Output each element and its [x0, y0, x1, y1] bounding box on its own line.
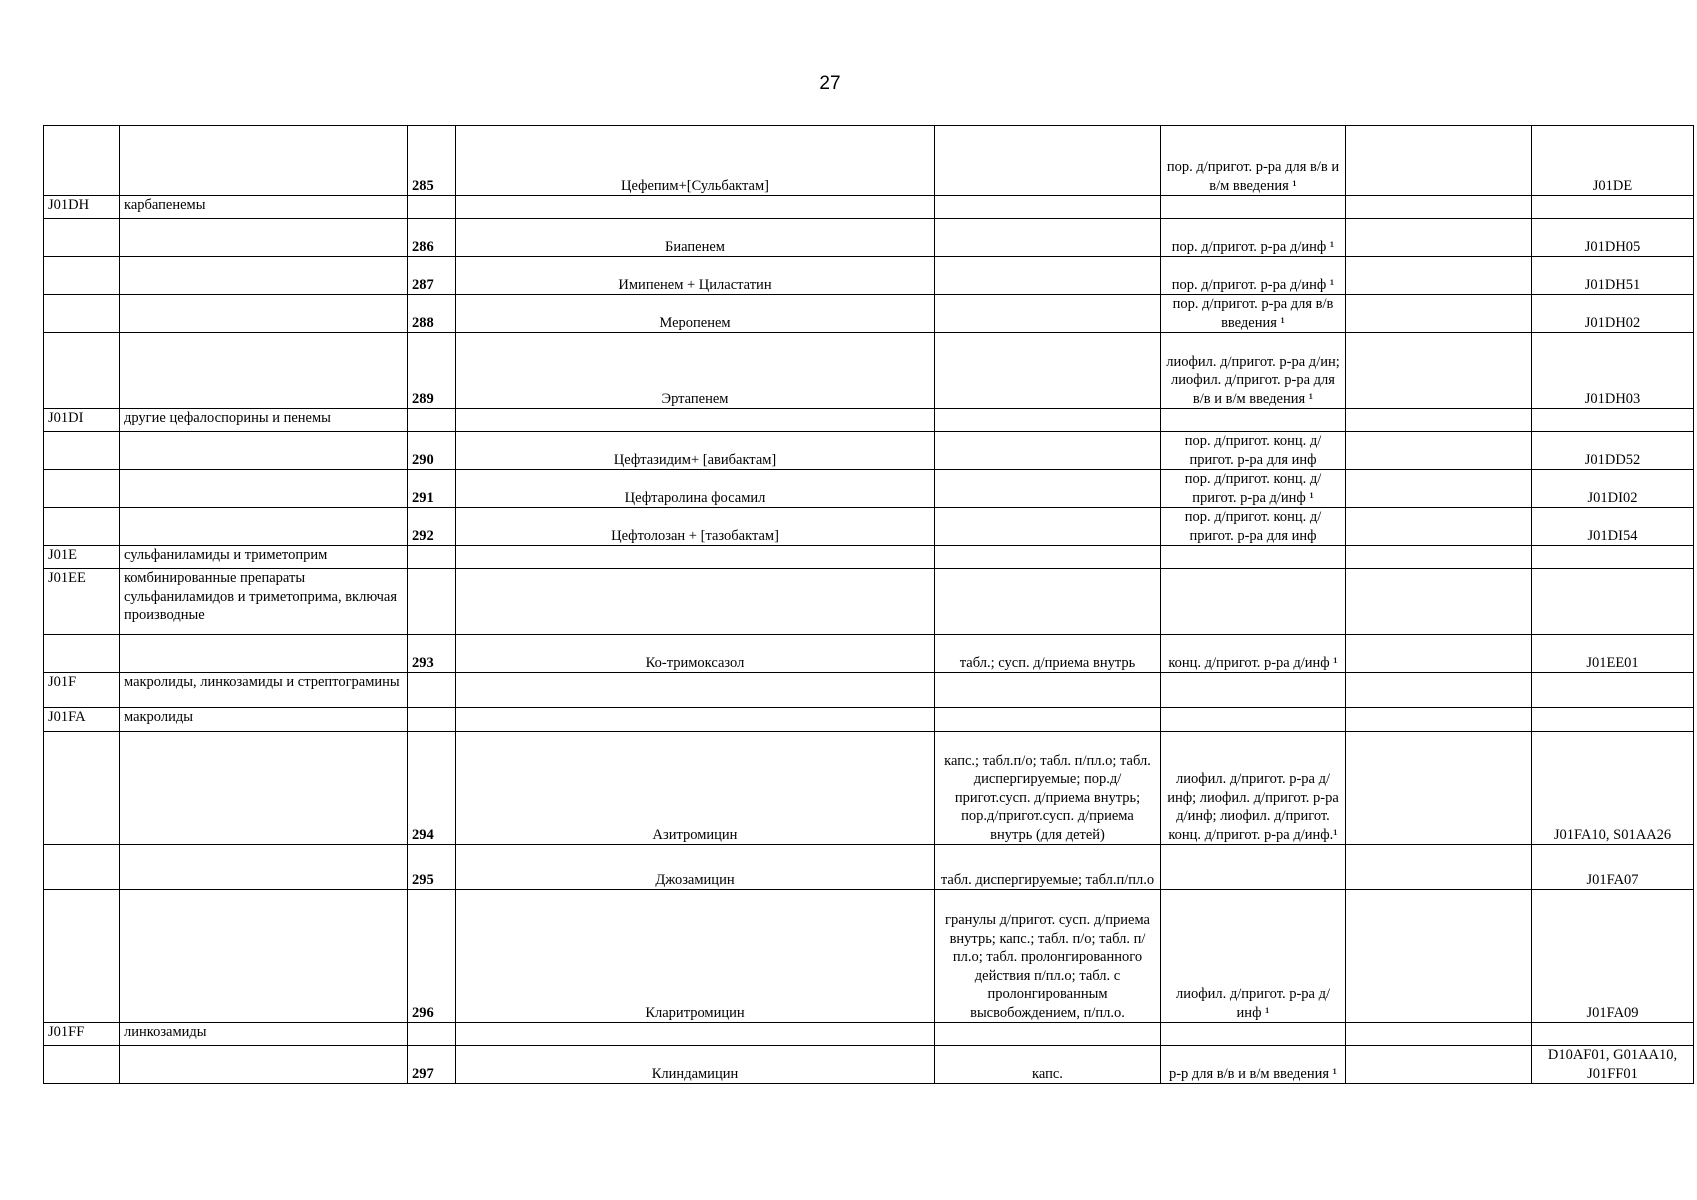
- drug-row: [44, 126, 1694, 196]
- atc-code-cell: [44, 890, 120, 1023]
- group-name-cell: [120, 126, 408, 196]
- drug-row: [44, 295, 1694, 333]
- atc-codes-cell: J01DD52: [1532, 432, 1694, 470]
- extra-cell: [1346, 1023, 1532, 1046]
- extra-cell: [1346, 732, 1532, 845]
- oral-form-cell: [935, 126, 1161, 196]
- atc-code-cell: [44, 508, 120, 546]
- item-number-cell: 297: [408, 1046, 456, 1084]
- oral-form-cell: [935, 708, 1161, 732]
- item-number-cell: 290: [408, 432, 456, 470]
- group-name-cell: [120, 845, 408, 890]
- item-number-cell: 293: [408, 635, 456, 673]
- drug-row: [44, 432, 1694, 470]
- injection-form-cell: пор. д/пригот. конц. д/пригот. р-ра для инф: [1161, 508, 1346, 546]
- extra-cell: [1346, 635, 1532, 673]
- atc-codes-cell: [1532, 673, 1694, 708]
- oral-form-cell: табл. диспергируемые; табл.п/пл.о: [935, 845, 1161, 890]
- atc-code-cell: [44, 470, 120, 508]
- item-number-cell: [408, 409, 456, 432]
- group-row: [44, 409, 1694, 432]
- group-name-cell: [120, 219, 408, 257]
- drug-name-cell: Ко-тримоксазол: [456, 635, 935, 673]
- atc-codes-cell: J01DH05: [1532, 219, 1694, 257]
- oral-form-cell: капс.; табл.п/о; табл. п/пл.о; табл. диспергируемые; пор.д/пригот.сусп. д/приема внутрь; пор.д/пригот.сусп. д/приема внутрь (для детей): [935, 732, 1161, 845]
- item-number-cell: [408, 546, 456, 569]
- item-number-cell: 289: [408, 333, 456, 409]
- drug-name-cell: [456, 546, 935, 569]
- group-name-cell: макролиды: [120, 708, 408, 732]
- atc-codes-cell: [1532, 708, 1694, 732]
- extra-cell: [1346, 1046, 1532, 1084]
- drug-name-cell: Меропенем: [456, 295, 935, 333]
- drug-name-cell: Джозамицин: [456, 845, 935, 890]
- group-name-cell: [120, 295, 408, 333]
- group-row: [44, 708, 1694, 732]
- injection-form-cell: [1161, 673, 1346, 708]
- injection-form-cell: [1161, 845, 1346, 890]
- group-name-cell: [120, 257, 408, 295]
- injection-form-cell: лиофил. д/пригот. р-ра д/инф; лиофил. д/пригот. р-ра д/инф; лиофил. д/пригот. конц. д/пригот. р-ра д/инф.¹: [1161, 732, 1346, 845]
- atc-codes-cell: J01FA09: [1532, 890, 1694, 1023]
- injection-form-cell: пор. д/пригот. конц. д/пригот. р-ра д/инф ¹: [1161, 470, 1346, 508]
- group-name-cell: карбапенемы: [120, 196, 408, 219]
- drug-row: [44, 333, 1694, 409]
- injection-form-cell: пор. д/пригот. р-ра д/инф ¹: [1161, 219, 1346, 257]
- drug-name-cell: Эртапенем: [456, 333, 935, 409]
- drug-name-cell: [456, 409, 935, 432]
- group-name-cell: [120, 508, 408, 546]
- oral-form-cell: [935, 1023, 1161, 1046]
- drug-name-cell: [456, 708, 935, 732]
- atc-code-cell: J01FA: [44, 708, 120, 732]
- atc-codes-cell: J01DH02: [1532, 295, 1694, 333]
- item-number-cell: 295: [408, 845, 456, 890]
- item-number-cell: [408, 673, 456, 708]
- atc-codes-cell: [1532, 1023, 1694, 1046]
- atc-code-cell: J01EE: [44, 569, 120, 635]
- drug-name-cell: Цефепим+[Сульбактам]: [456, 126, 935, 196]
- extra-cell: [1346, 432, 1532, 470]
- item-number-cell: [408, 1023, 456, 1046]
- oral-form-cell: гранулы д/пригот. сусп. д/приема внутрь; капс.; табл. п/о; табл. п/пл.о; табл. пролонгированного действия п/пл.о; табл. с пролонгированным высвобождением, п/пл.о.: [935, 890, 1161, 1023]
- group-name-cell: [120, 470, 408, 508]
- extra-cell: [1346, 126, 1532, 196]
- drug-row: [44, 257, 1694, 295]
- extra-cell: [1346, 409, 1532, 432]
- atc-codes-cell: [1532, 546, 1694, 569]
- extra-cell: [1346, 546, 1532, 569]
- drug-name-cell: [456, 673, 935, 708]
- atc-code-cell: J01FF: [44, 1023, 120, 1046]
- atc-code-cell: [44, 732, 120, 845]
- item-number-cell: 296: [408, 890, 456, 1023]
- atc-codes-cell: J01FA07: [1532, 845, 1694, 890]
- item-number-cell: [408, 196, 456, 219]
- injection-form-cell: лиофил. д/пригот. р-ра д/инф ¹: [1161, 890, 1346, 1023]
- item-number-cell: 294: [408, 732, 456, 845]
- extra-cell: [1346, 257, 1532, 295]
- drug-row: [44, 635, 1694, 673]
- atc-code-cell: [44, 295, 120, 333]
- oral-form-cell: [935, 409, 1161, 432]
- item-number-cell: 288: [408, 295, 456, 333]
- oral-form-cell: [935, 333, 1161, 409]
- drug-row: [44, 732, 1694, 845]
- group-name-cell: [120, 333, 408, 409]
- atc-code-cell: [44, 333, 120, 409]
- injection-form-cell: лиофил. д/пригот. р-ра д/ин; лиофил. д/пригот. р-ра для в/в и в/м введения ¹: [1161, 333, 1346, 409]
- oral-form-cell: [935, 546, 1161, 569]
- group-row: [44, 546, 1694, 569]
- group-name-cell: линкозамиды: [120, 1023, 408, 1046]
- extra-cell: [1346, 295, 1532, 333]
- group-name-cell: [120, 890, 408, 1023]
- extra-cell: [1346, 845, 1532, 890]
- extra-cell: [1346, 219, 1532, 257]
- drug-row: [44, 845, 1694, 890]
- extra-cell: [1346, 569, 1532, 635]
- atc-codes-cell: D10AF01, G01AA10, J01FF01: [1532, 1046, 1694, 1084]
- oral-form-cell: [935, 673, 1161, 708]
- drug-name-cell: Цефтаролина фосамил: [456, 470, 935, 508]
- atc-code-cell: [44, 1046, 120, 1084]
- injection-form-cell: [1161, 708, 1346, 732]
- injection-form-cell: пор. д/пригот. р-ра для в/в и в/м введения ¹: [1161, 126, 1346, 196]
- drug-row: [44, 1046, 1694, 1084]
- drug-row: [44, 470, 1694, 508]
- extra-cell: [1346, 508, 1532, 546]
- extra-cell: [1346, 673, 1532, 708]
- injection-form-cell: [1161, 196, 1346, 219]
- atc-codes-cell: [1532, 569, 1694, 635]
- atc-code-cell: J01DH: [44, 196, 120, 219]
- injection-form-cell: пор. д/пригот. р-ра д/инф ¹: [1161, 257, 1346, 295]
- oral-form-cell: капс.: [935, 1046, 1161, 1084]
- group-name-cell: макролиды, линкозамиды и стрептограмины: [120, 673, 408, 708]
- injection-form-cell: [1161, 546, 1346, 569]
- oral-form-cell: [935, 508, 1161, 546]
- injection-form-cell: р-р для в/в и в/м введения ¹: [1161, 1046, 1346, 1084]
- item-number-cell: 291: [408, 470, 456, 508]
- injection-form-cell: [1161, 1023, 1346, 1046]
- injection-form-cell: [1161, 569, 1346, 635]
- atc-codes-cell: J01DI54: [1532, 508, 1694, 546]
- oral-form-cell: [935, 257, 1161, 295]
- atc-codes-cell: J01EE01: [1532, 635, 1694, 673]
- injection-form-cell: [1161, 409, 1346, 432]
- extra-cell: [1346, 890, 1532, 1023]
- drug-name-cell: Кларитромицин: [456, 890, 935, 1023]
- drug-row: [44, 219, 1694, 257]
- atc-code-cell: [44, 257, 120, 295]
- drug-name-cell: [456, 569, 935, 635]
- atc-code-cell: J01E: [44, 546, 120, 569]
- group-row: [44, 196, 1694, 219]
- atc-codes-cell: [1532, 409, 1694, 432]
- atc-code-cell: [44, 219, 120, 257]
- item-number-cell: 292: [408, 508, 456, 546]
- atc-code-cell: [44, 845, 120, 890]
- oral-form-cell: [935, 569, 1161, 635]
- page-number: 27: [819, 73, 841, 94]
- oral-form-cell: [935, 295, 1161, 333]
- group-name-cell: сульфаниламиды и триметоприм: [120, 546, 408, 569]
- atc-code-cell: [44, 635, 120, 673]
- item-number-cell: [408, 708, 456, 732]
- group-row: [44, 673, 1694, 708]
- item-number-cell: 287: [408, 257, 456, 295]
- group-name-cell: [120, 432, 408, 470]
- oral-form-cell: [935, 196, 1161, 219]
- drug-name-cell: [456, 196, 935, 219]
- injection-form-cell: пор. д/пригот. конц. д/пригот. р-ра для инф: [1161, 432, 1346, 470]
- group-name-cell: [120, 732, 408, 845]
- atc-codes-cell: J01FA10, S01AA26: [1532, 732, 1694, 845]
- oral-form-cell: [935, 470, 1161, 508]
- drug-name-cell: [456, 1023, 935, 1046]
- atc-codes-cell: J01DH03: [1532, 333, 1694, 409]
- atc-code-cell: [44, 432, 120, 470]
- drug-row: [44, 890, 1694, 1023]
- oral-form-cell: [935, 432, 1161, 470]
- atc-codes-cell: J01DE: [1532, 126, 1694, 196]
- extra-cell: [1346, 333, 1532, 409]
- drug-name-cell: Имипенем + Циластатин: [456, 257, 935, 295]
- item-number-cell: 286: [408, 219, 456, 257]
- extra-cell: [1346, 470, 1532, 508]
- atc-code-cell: J01F: [44, 673, 120, 708]
- group-row: [44, 1023, 1694, 1046]
- drug-name-cell: Азитромицин: [456, 732, 935, 845]
- atc-code-cell: J01DI: [44, 409, 120, 432]
- group-name-cell: другие цефалоспорины и пенемы: [120, 409, 408, 432]
- atc-codes-cell: [1532, 196, 1694, 219]
- item-number-cell: [408, 569, 456, 635]
- group-name-cell: [120, 1046, 408, 1084]
- drug-name-cell: Биапенем: [456, 219, 935, 257]
- item-number-cell: 285: [408, 126, 456, 196]
- injection-form-cell: пор. д/пригот. р-ра для в/в введения ¹: [1161, 295, 1346, 333]
- injection-form-cell: конц. д/пригот. р-ра д/инф ¹: [1161, 635, 1346, 673]
- drug-registry-table: [43, 125, 1694, 1084]
- atc-code-cell: [44, 126, 120, 196]
- extra-cell: [1346, 708, 1532, 732]
- group-name-cell: [120, 635, 408, 673]
- atc-codes-cell: J01DI02: [1532, 470, 1694, 508]
- drug-name-cell: Цефтолозан + [тазобактам]: [456, 508, 935, 546]
- oral-form-cell: [935, 219, 1161, 257]
- group-row: [44, 569, 1694, 635]
- drug-name-cell: Клиндамицин: [456, 1046, 935, 1084]
- atc-codes-cell: J01DH51: [1532, 257, 1694, 295]
- oral-form-cell: табл.; сусп. д/приема внутрь: [935, 635, 1161, 673]
- group-name-cell: комбинированные препараты сульфаниламидов и триметоприма, включая производные: [120, 569, 408, 635]
- extra-cell: [1346, 196, 1532, 219]
- drug-name-cell: Цефтазидим+ [авибактам]: [456, 432, 935, 470]
- drug-row: [44, 508, 1694, 546]
